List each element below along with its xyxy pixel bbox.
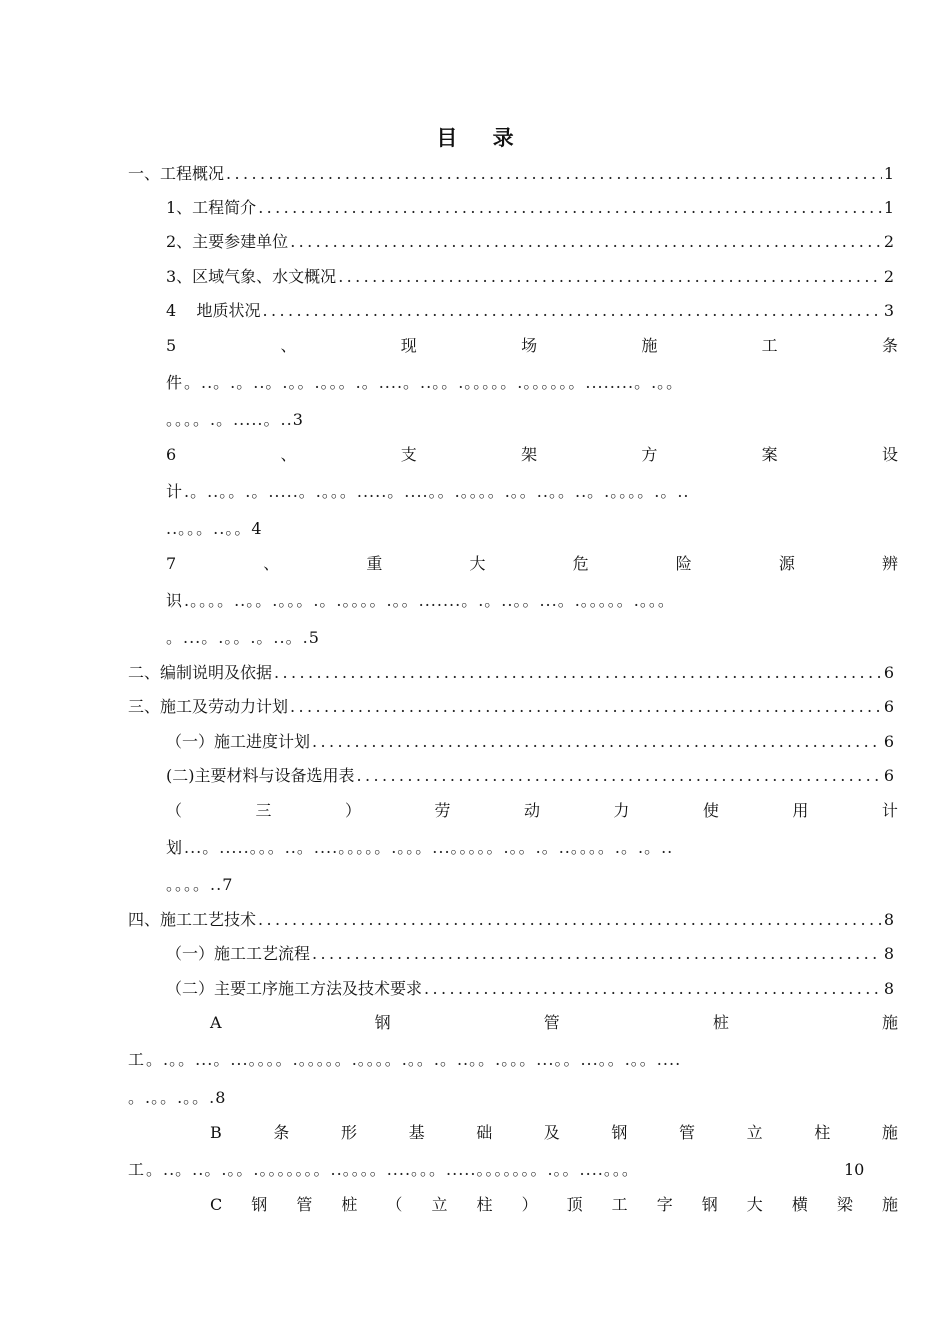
toc-entry-justified-cont <box>0 1083 950 1113</box>
dot-leader: 。..。.。..。.。。.。。。.。....。..。。.。。。。。.。。。。。。........。.。。 <box>184 373 684 392</box>
toc-entry-label: 2、主要参建单位 <box>166 232 289 251</box>
toc-char: 柱 <box>476 1195 493 1214</box>
toc-entry-label: 四、施工工艺技术 <box>128 910 257 929</box>
dot-leader: .。..。。.。.....。.。。。.....。....。。.。。。。.。。..。。..。.。。。。.。.. <box>184 482 690 501</box>
toc-entry-page: 6 <box>883 766 894 785</box>
toc-char: 形 <box>340 1123 357 1142</box>
toc-char: 工 <box>128 1160 145 1179</box>
toc-char: 基 <box>408 1123 425 1142</box>
toc-entry[interactable] <box>0 761 950 791</box>
toc-char: 钢 <box>374 1013 391 1032</box>
toc-entry-page: 8 <box>883 979 894 998</box>
dot-leader <box>274 658 882 688</box>
toc-char: 钢 <box>611 1123 628 1142</box>
toc-entry-page: 8 <box>215 1088 226 1107</box>
toc-entry[interactable] <box>0 658 950 688</box>
toc-entry-justified[interactable] <box>0 1008 950 1038</box>
dot-leader <box>312 727 882 757</box>
toc-char: 使 <box>702 801 719 820</box>
toc-char: 桩 <box>341 1195 358 1214</box>
toc-entry-justified-cont <box>0 833 950 863</box>
toc-char: 劳 <box>434 801 451 820</box>
dot-leader: 。..。..。.。。.。。。。。。。..。。。。....。。。.....。。。。。。。.。。....。。。 <box>146 1160 639 1179</box>
toc-entry-justified-cont <box>0 405 950 435</box>
toc-char: 顶 <box>566 1195 583 1214</box>
toc-entry-label: （一）施工进度计划 <box>166 732 311 751</box>
toc-char: A <box>210 1013 222 1032</box>
dot-leader <box>258 905 882 935</box>
toc-char: 大 <box>746 1195 763 1214</box>
toc-entry-justified-cont <box>0 623 950 653</box>
dot-leader: 。.。。.。。. <box>128 1088 216 1107</box>
toc-entry[interactable] <box>0 227 950 257</box>
toc-char: 6 <box>166 445 177 464</box>
dot-leader: 。。。。.。.....。.. <box>166 410 293 429</box>
toc-char: 架 <box>521 445 538 464</box>
toc-entry-justified[interactable] <box>0 1190 950 1220</box>
page-title: 目 录 <box>436 125 528 150</box>
toc-char: 划 <box>166 838 183 857</box>
dot-leader: 。...。.。。.。..。. <box>166 628 309 647</box>
toc-entry-justified[interactable] <box>0 1118 950 1148</box>
toc-entry-page: 1 <box>883 198 894 217</box>
toc-char: 管 <box>543 1013 560 1032</box>
toc-char: 计 <box>881 801 898 820</box>
toc-entry-justified[interactable] <box>0 331 950 361</box>
toc-char: 字 <box>656 1195 673 1214</box>
toc-char: 施 <box>881 1123 898 1142</box>
toc-char: 管 <box>679 1123 696 1142</box>
toc-char: 横 <box>791 1195 808 1214</box>
toc-entry-page: 10 <box>844 1160 865 1179</box>
toc-entry-label: 二、编制说明及依据 <box>128 663 273 682</box>
toc-entry-justified[interactable] <box>0 440 950 470</box>
toc-entry-label: 1、工程简介 <box>166 198 257 217</box>
toc-char: 方 <box>641 445 658 464</box>
toc-char: 、 <box>280 336 297 355</box>
dot-leader <box>226 159 882 189</box>
toc-entry-page: 1 <box>883 164 894 183</box>
toc-entry-label: 4 地质状况 <box>166 301 261 320</box>
toc-entry[interactable] <box>0 692 950 722</box>
toc-char: 件 <box>166 373 183 392</box>
toc-char: 场 <box>521 336 538 355</box>
dot-leader <box>290 227 882 257</box>
toc-char: 及 <box>543 1123 560 1142</box>
toc-entry[interactable] <box>0 193 950 223</box>
toc-char: 立 <box>746 1123 763 1142</box>
dot-leader: ..。。。..。。 <box>166 519 252 538</box>
toc-entry-page: 6 <box>883 697 894 716</box>
toc-entry-page: 2 <box>883 267 894 286</box>
toc-char: C <box>210 1195 223 1214</box>
toc-entry-justified-cont <box>0 586 950 616</box>
toc-char: （ <box>386 1195 403 1214</box>
toc-entry-justified-cont <box>0 514 950 544</box>
toc-entry[interactable] <box>0 939 950 969</box>
toc-entry-page: 6 <box>883 732 894 751</box>
toc-char: 钢 <box>251 1195 268 1214</box>
toc-entry-justified[interactable] <box>0 549 950 579</box>
toc-char: 三 <box>255 801 272 820</box>
toc-char: B <box>210 1123 222 1142</box>
toc-entry-label: 3、区域气象、水文概况 <box>166 267 337 286</box>
dot-leader: 。.。。...。...。。。。.。。。。。.。。。。.。。.。..。。.。。。...。。...。。.。。.... <box>146 1050 682 1069</box>
toc-entry-label: (二)主要材料与设备选用表 <box>166 766 355 785</box>
toc-char: 支 <box>400 445 417 464</box>
toc-char: ） <box>344 801 361 820</box>
toc-char: 工 <box>128 1050 145 1069</box>
toc-entry-label: （二）主要工序施工方法及技术要求 <box>166 979 423 998</box>
dot-leader <box>338 262 882 292</box>
toc-char: 大 <box>469 554 486 573</box>
toc-entry[interactable] <box>0 905 950 935</box>
toc-entry-page: 6 <box>883 663 894 682</box>
toc-entry-justified[interactable] <box>0 796 950 826</box>
toc-char: 、 <box>280 445 297 464</box>
toc-entry[interactable] <box>0 974 950 1004</box>
toc-char: 梁 <box>836 1195 853 1214</box>
dot-leader <box>258 193 882 223</box>
toc-entry-justified-cont <box>0 1045 950 1075</box>
toc-entry-page: 5 <box>308 628 319 647</box>
toc-char: 条 <box>273 1123 290 1142</box>
toc-char: 动 <box>523 801 540 820</box>
toc-char: 、 <box>263 554 280 573</box>
toc-entry[interactable] <box>0 159 950 189</box>
toc-entry-page: 8 <box>883 910 894 929</box>
toc-char: 辨 <box>881 554 898 573</box>
dot-leader <box>312 939 882 969</box>
toc-char: 力 <box>613 801 630 820</box>
toc-char: 管 <box>296 1195 313 1214</box>
toc-entry-label: （一）施工工艺流程 <box>166 944 311 963</box>
dot-leader <box>357 761 882 791</box>
toc-char: 险 <box>675 554 692 573</box>
toc-entry[interactable] <box>0 262 950 292</box>
dot-leader <box>290 692 882 722</box>
toc-char: 条 <box>881 336 898 355</box>
toc-entry[interactable] <box>0 296 950 326</box>
toc-char: 钢 <box>701 1195 718 1214</box>
toc-char: 现 <box>400 336 417 355</box>
toc-char: 工 <box>761 336 778 355</box>
toc-char: 重 <box>366 554 383 573</box>
toc-entry-page: 3 <box>883 301 894 320</box>
dot-leader <box>263 296 882 326</box>
dot-leader <box>424 974 882 1004</box>
toc-char: 案 <box>761 445 778 464</box>
dot-leader: 。。。。.. <box>166 875 223 894</box>
toc-char: 5 <box>166 336 177 355</box>
toc-entry-page: 4 <box>251 519 262 538</box>
toc-char: 设 <box>881 445 898 464</box>
toc-char: 立 <box>431 1195 448 1214</box>
toc-char: 柱 <box>814 1123 831 1142</box>
toc-entry[interactable] <box>0 727 950 757</box>
toc-entry-page: 3 <box>292 410 303 429</box>
toc-entry-justified-cont <box>0 477 950 507</box>
toc-char: 施 <box>641 336 658 355</box>
toc-char: 桩 <box>712 1013 729 1032</box>
toc-char: 源 <box>778 554 795 573</box>
toc-char: 础 <box>476 1123 493 1142</box>
dot-leader: .。。。。..。。.。。。.。.。。。。.。。.......。.。..。。...。.。。。。。.。。。 <box>184 591 675 610</box>
toc-entry-label: 一、工程概况 <box>128 164 225 183</box>
toc-entry-justified-cont <box>0 870 950 900</box>
toc-char: 识 <box>166 591 183 610</box>
toc-char: 施 <box>881 1013 898 1032</box>
toc-char: 7 <box>166 554 177 573</box>
toc-char: （ <box>166 801 183 820</box>
toc-entry-page: 8 <box>883 944 894 963</box>
toc-char: 危 <box>572 554 589 573</box>
dot-leader: ...。.....。。。..。....。。。。。.。。。...。。。。。.。。.。..。。。。.。.。.. <box>184 838 674 857</box>
toc-char: 工 <box>611 1195 628 1214</box>
toc-char: 施 <box>881 1195 898 1214</box>
toc-char: 计 <box>166 482 183 501</box>
toc-char: 用 <box>792 801 809 820</box>
toc-entry-justified-cont <box>0 368 950 398</box>
toc-entry-page: 7 <box>222 875 233 894</box>
toc-entry-page: 2 <box>883 232 894 251</box>
toc-entry-label: 三、施工及劳动力计划 <box>128 697 289 716</box>
toc-entry-justified-cont <box>0 1155 950 1185</box>
toc-char: ） <box>521 1195 538 1214</box>
